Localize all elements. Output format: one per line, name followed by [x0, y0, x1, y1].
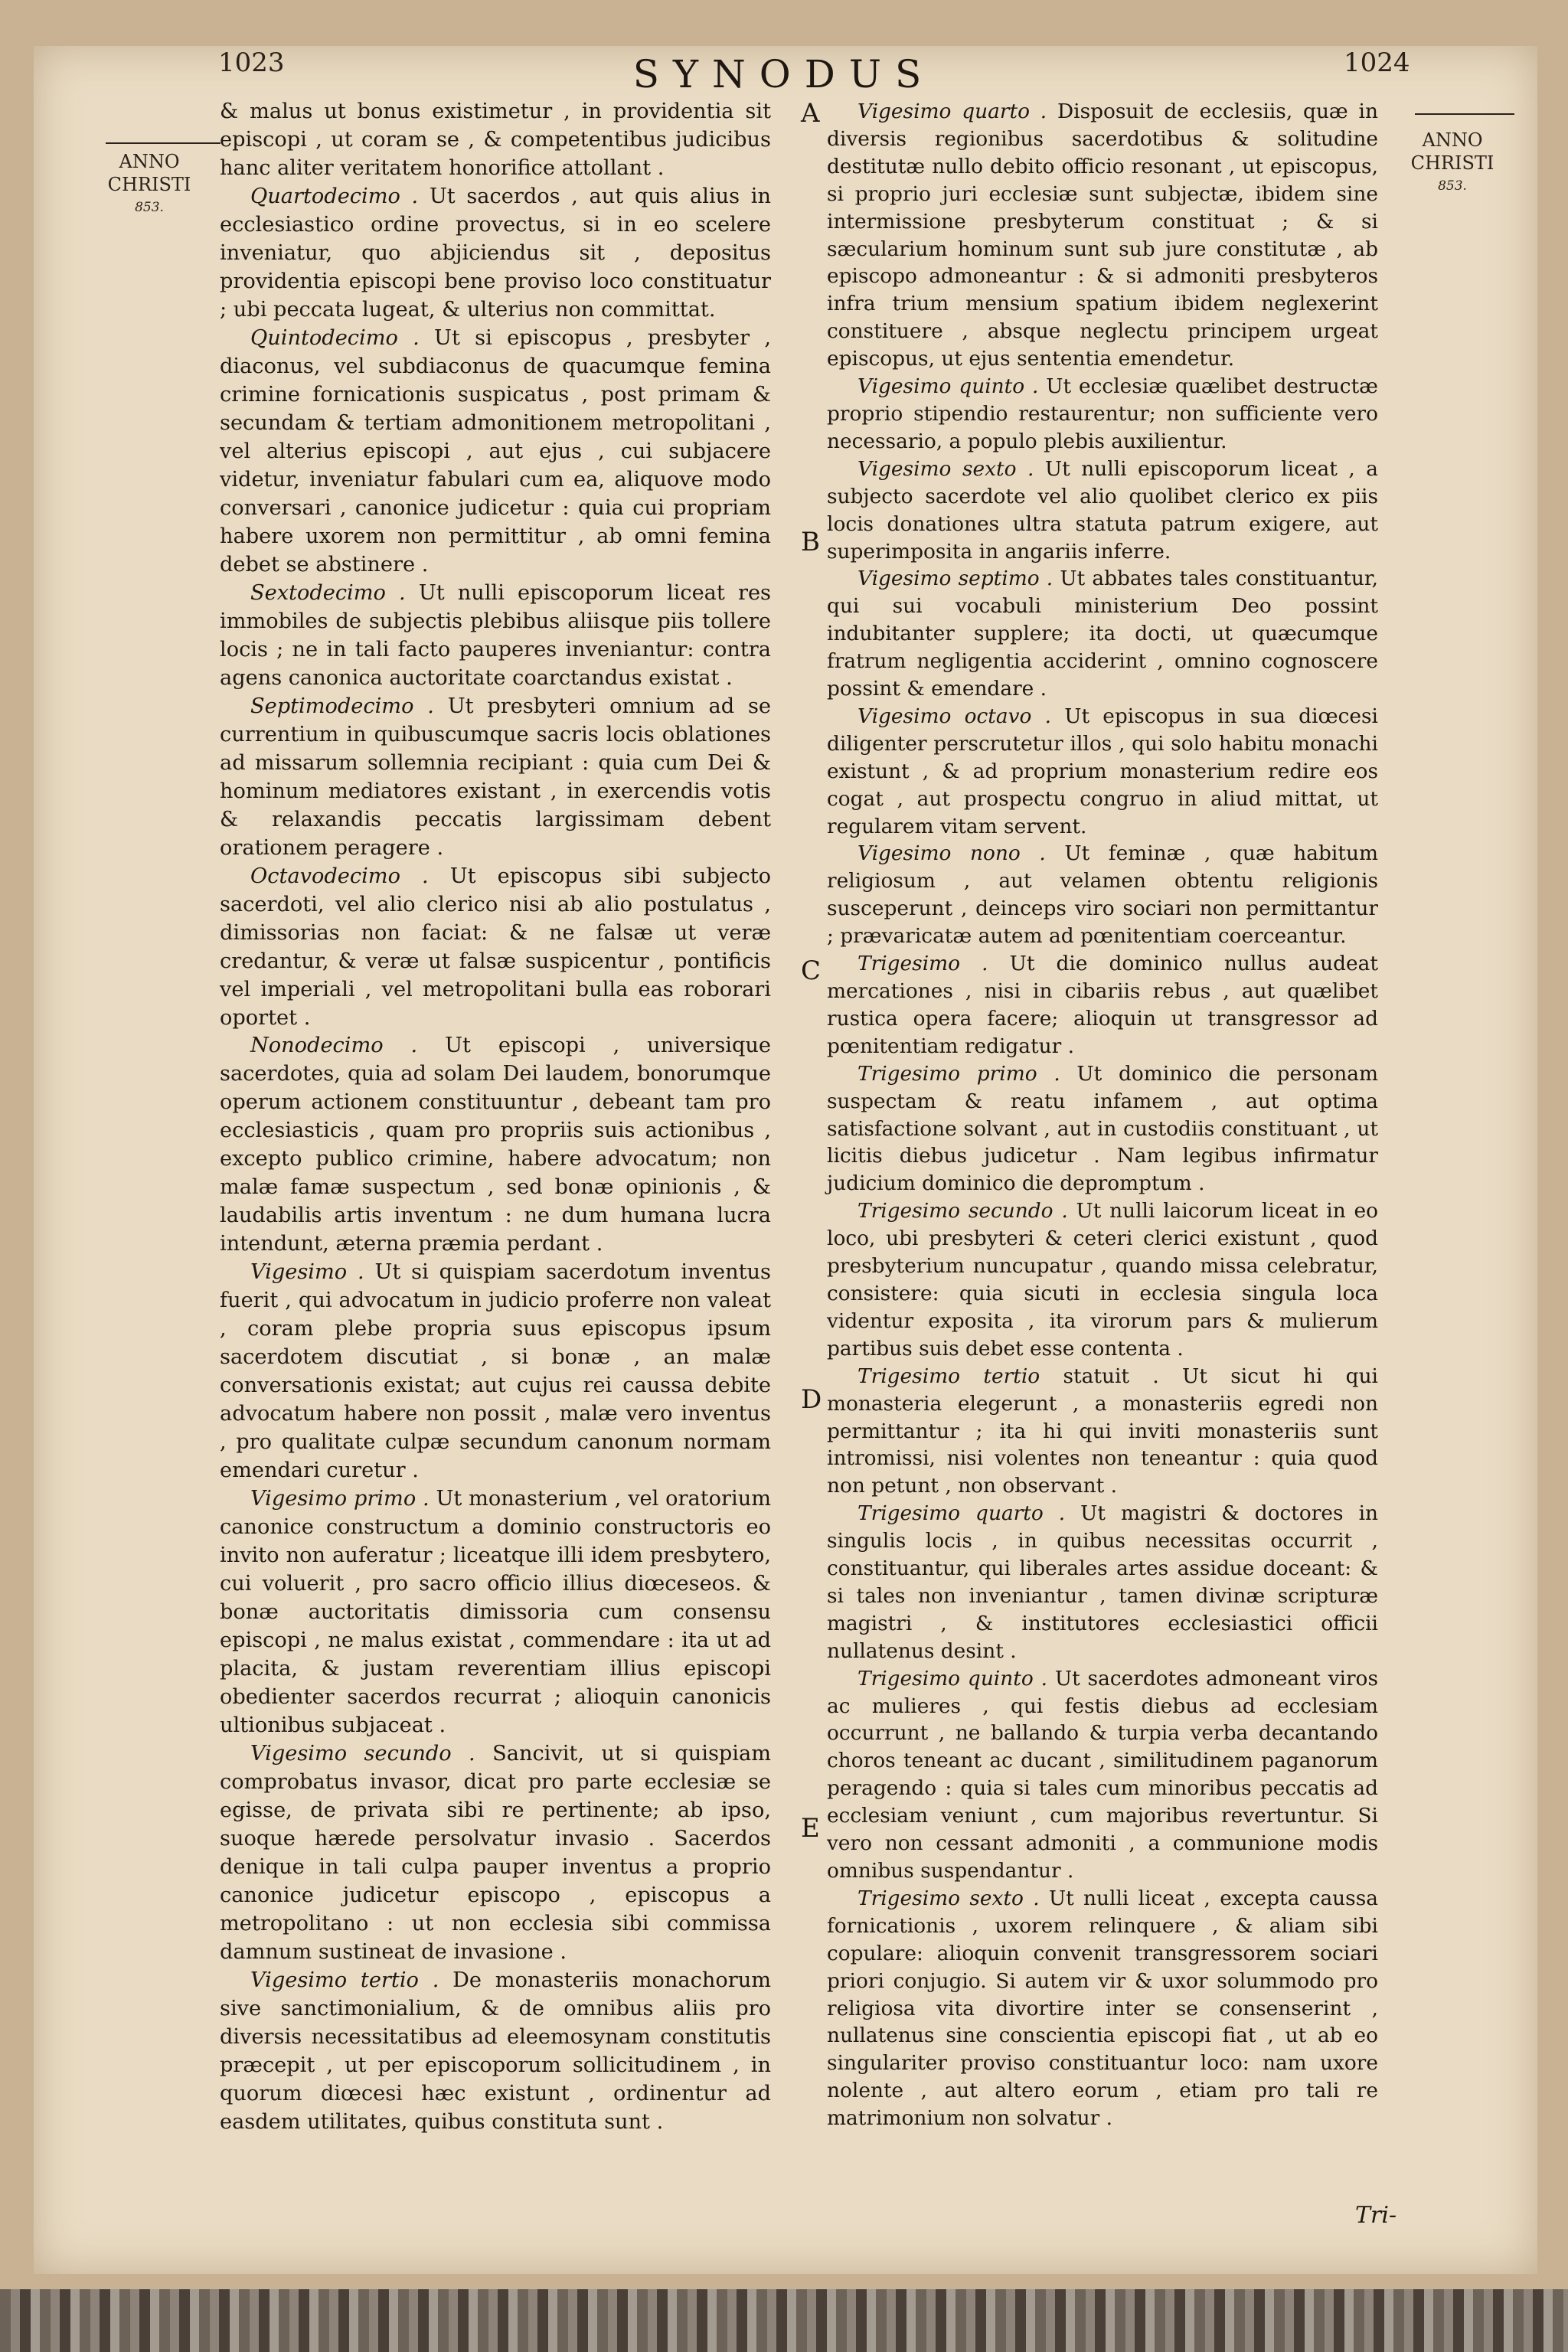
- canon-text: Ut magistri & doctores in singulis locis , in quibus necessitas occurrit , constituantur, qui liberales artes assidue doceant: & si tales non inveniantur , tamen divinæ scripturæ magistri , & institutores ecclesiastici officii nullatenus desint .: [827, 1501, 1379, 1663]
- page-number-right: 1024: [1344, 47, 1410, 78]
- page-number-left: 1023: [218, 47, 285, 78]
- canon-paragraph: [220, 1032, 771, 1259]
- right-column: [827, 98, 1378, 2132]
- canon-paragraph: [827, 98, 1378, 373]
- margin-rule-right: [1415, 113, 1514, 115]
- margin-rule-left: [106, 142, 220, 144]
- canon-text: Ut episcopus in sua diœcesi diligenter perscrutetur illos , qui solo habitu monachi existunt , & ad proprium monasterium redire eos cogat , aut prospectu congruo in aliud mittat, ut regularem vitam servent.: [827, 704, 1378, 838]
- canon-text: Ut episcopus sibi subjecto sacerdoti, vel alio clerico nisi ab alio postulatus , dimissorias non faciat: & ne falsæ ut veræ credantur, & veræ ut falsæ suspicentur , pontificis vel imperiali , vel metropolitani bulla eas roborari oportet .: [220, 864, 771, 1030]
- canon-heading: Trigesimo primo .: [858, 1061, 1060, 1086]
- canon-paragraph: [827, 950, 1378, 1060]
- section-letter-a: A: [801, 98, 820, 129]
- canon-text: Ut nulli liceat , excepta caussa fornicationis , uxorem relinquere , & aliam sibi copulare: alioquin convenit transgressorem sociari priori conjugio. Si autem vir & uxor solummodo pro religiosa vita divortire inter se consenserint , nullatenus sine conscientia episcopi fiat , ut ab eo singulariter proviso constituantur loco: nam uxore nolente , aut altero eorum , etiam pro tali re matrimonium non solvatur .: [827, 1886, 1378, 2131]
- canon-text: Ut feminæ , quæ habitum religiosum , aut velamen obtentu religionis susceperunt , deinceps viro sociari non permittantur ; prævaricatæ autem ad pœnitentiam coerceantur.: [827, 841, 1378, 949]
- canon-heading: Vigesimo sexto .: [858, 456, 1034, 481]
- canon-heading: Trigesimo sexto .: [858, 1886, 1040, 1910]
- canon-text: Ut ecclesiæ quælibet destructæ proprio stipendio restaurentur; non sufficiente vero necessario, a populo plebis auxilientur.: [827, 374, 1378, 453]
- canon-text: Ut sacerdotes admoneant viros ac mulieres , qui festis diebus ad ecclesiam occurrunt , ne ballando & turpia verba decantando choros teneant ac ducant , similitudinem paganorum peragendo : quia si tales cum minoribus peccatis ad ecclesiam veniunt , cum majoribus revertuntur. Si vero non cessant admoniti , a communione modis omnibus suspendantur .: [827, 1666, 1378, 1883]
- canon-paragraph: [220, 1967, 771, 2137]
- canon-text: Ut nulli episcoporum liceat res immobiles de subjectis plebibus aliisque piis tollere locis ; ne in tali facto pauperes inveniantur: contra agens canonica auctoritate coarctandus existat .: [220, 580, 771, 690]
- canon-paragraph: [220, 693, 771, 863]
- canon-text: Ut die dominico nullus audeat mercationes , nisi in cibariis rebus , aut quælibet rustica opera facere; alioquin ut transgressor ad pœnitentiam redigatur .: [827, 952, 1378, 1058]
- canon-paragraph: [827, 565, 1378, 703]
- margin-year: 853.: [135, 200, 164, 215]
- canon-heading: Vigesimo .: [250, 1260, 364, 1285]
- section-letter-e: E: [801, 1813, 820, 1844]
- canon-text: Ut abbates tales constituantur, qui sui vocabuli ministerium Deo possint indubitanter supplere; ita docti, ut quæcumque fratrum negligentia acciderint , omnino cognoscere possint & emendare .: [827, 567, 1378, 701]
- margin-note-left: [107, 150, 191, 219]
- canon-heading: Vigesimo secundo .: [250, 1742, 475, 1766]
- canon-heading: Nonodecimo .: [250, 1034, 418, 1058]
- canon-paragraph: [827, 1060, 1378, 1198]
- canon-paragraph: [827, 1665, 1378, 1885]
- textile-edge: [0, 2289, 1568, 2352]
- margin-anno: ANNO: [119, 151, 180, 172]
- canon-paragraph: [220, 1740, 771, 1967]
- running-title: SYNODUS: [632, 52, 936, 96]
- left-column: [220, 98, 771, 2137]
- margin-year: 853.: [1438, 178, 1467, 194]
- canon-heading: Vigesimo tertio .: [250, 1968, 439, 1992]
- paragraph: & malus ut bonus existimetur , in providentia sit episcopi , ut coram se , & competentibus judicibus hanc aliter veritatem honorifice attollant .: [220, 100, 771, 180]
- canon-heading: Vigesimo nono .: [858, 841, 1046, 866]
- canon-paragraph: [827, 1197, 1378, 1362]
- margin-note-right: [1410, 129, 1494, 198]
- canon-heading: Trigesimo .: [858, 952, 988, 976]
- canon-heading: Vigesimo primo .: [250, 1487, 430, 1511]
- margin-christi: CHRISTI: [107, 174, 191, 195]
- canon-paragraph: [827, 1363, 1378, 1501]
- margin-anno: ANNO: [1422, 129, 1483, 151]
- canon-paragraph: [827, 703, 1378, 841]
- canon-heading: Sextodecimo .: [250, 580, 406, 605]
- catchword: Tri-: [1355, 2202, 1397, 2229]
- canon-text: Sancivit, ut si quispiam comprobatus invasor, dicat pro parte ecclesiæ se egisse, de privata sibi re pertinente; ab ipso, suoque hærede persolvatur invasio . Sacerdos denique in tali culpa pauper inventus a proprio canonice judicetur episcopo , episcopus a metropolitano : ut non ecclesia sibi commissa damnum sustineat de invasione .: [220, 1742, 771, 1964]
- canon-heading: Vigesimo octavo .: [858, 704, 1052, 728]
- canon-text: Ut episcopi , universique sacerdotes, quia ad solam Dei laudem, bonorumque operum actionem constituuntur , debeant tam pro ecclesiasticis , quam pro propriis suis actionibus , excepto publico crimine, habere advocatum; non malæ famæ suspectum , sed bonæ opinionis , & laudabilis artis inventum : ne dum humana lucra intendunt, æterna præmia perdant .: [220, 1034, 771, 1256]
- canon-heading: Trigesimo tertio: [858, 1364, 1040, 1388]
- canon-text: Ut nulli episcoporum liceat , a subjecto sacerdote vel alio quolibet clerico ex piis locis donationes ultra statuta patrum exigere, aut superimposita in angariis inferre.: [827, 456, 1378, 564]
- canon-text: Ut dominico die personam suspectam & reatu infamem , aut optima satisfactione solvant , aut in custodiis constituant , ut licitis diebus judicetur . Nam legibus infirmatur judicium dominico die depromptum .: [827, 1061, 1378, 1196]
- canon-paragraph: [220, 863, 771, 1033]
- canon-paragraph: [827, 373, 1378, 456]
- canon-paragraph: [220, 1259, 771, 1485]
- canon-heading: Septimodecimo .: [250, 694, 434, 718]
- canon-text: De monasteriis monachorum sive sanctimonialium, & de omnibus aliis pro diversis necessitatibus ad eleemosynam constitutis præcepit , ut per episcoporum sollicitudinem , in quorum diœcesi hæc existunt , ordinentur ad easdem utilitates, quibus constituta sunt .: [220, 1968, 771, 2134]
- canon-heading: Trigesimo secundo .: [858, 1199, 1068, 1223]
- canon-heading: Vigesimo septimo .: [858, 567, 1054, 591]
- canon-text: Ut nulli laicorum liceat in eo loco, ubi presbyteri & ceteri clerici existunt , quod presbyterium nuncupatur , quando missa celebratur, consistere: quia sicuti in ecclesia singula loca videntur exposita , ita virorum pars & mulierum partibus suis debet esse contenta .: [827, 1199, 1378, 1361]
- section-letter-d: D: [801, 1384, 822, 1415]
- canon-text: Disposuit de ecclesiis, quæ in diversis regionibus sacerdotibus & solitudine destitutæ nullo debito officio resonant , ut episcopus, si proprio juri ecclesiæ sunt subjectæ, ibidem sine intermissione presbyterum constituat ; & si sæcularium hominum sunt sub jure constitutæ , ab episcopo admoneantur : & si admoniti presbyteros infra trium mensium spatium ibidem neglexerint constituere , absque neglectu principem urgeat episcopus, ut ejus sententia emendetur.: [827, 100, 1378, 371]
- canon-paragraph: [220, 580, 771, 693]
- canon-heading: Octavodecimo .: [250, 864, 429, 888]
- canon-heading: Trigesimo quarto .: [858, 1501, 1066, 1526]
- canon-paragraph: [220, 183, 771, 325]
- canon-paragraph: [827, 1500, 1378, 1664]
- canon-paragraph: [827, 1885, 1378, 2132]
- canon-heading: Vigesimo quarto .: [858, 100, 1047, 123]
- canon-paragraph: [827, 456, 1378, 566]
- canon-text: Ut si episcopus , presbyter , diaconus, vel subdiaconus de quacumque femina crimine fornicationis suspicatus , post primam & secundam & tertiam admonitionem metropolitani , vel alterius episcopi , aut ejus , cui subjacere videtur, inveniatur fabulari cum ea, aliquove modo conversari , canonice judicetur : quia cui propriam habere uxorem non permittitur , ab omni femina debet se abstinere .: [220, 325, 771, 577]
- section-letter-c: C: [801, 956, 822, 986]
- canon-heading: Quartodecimo .: [250, 184, 419, 208]
- canon-text: statuit . Ut sicut hi qui monasteria elegerunt , a monasteriis egredi non permittantur ; ita hi qui inviti monasteriis sunt intromissi, nisi volentes non teneantur : quia quod non petunt , non observant .: [827, 1364, 1379, 1498]
- canon-text: Ut presbyteri omnium ad se currentium in quibuscumque sacris locis oblationes ad missarum sollemnia recipiant : quia cum Dei & hominum mediatores existant , in exercendis votis & relaxandis peccatis largissimam debent orationem peragere .: [220, 694, 771, 860]
- canon-text: Ut si quispiam sacerdotum inventus fuerit , qui advocatum in judicio proferre non valeat , coram plebe propria suus episcopus ipsum sacerdotem discutiat , si bonæ , an malæ conversationis existat; aut cujus rei caussa debite advocatum habere non possit , malæ vero inventus , pro qualitate culpæ secundum canonum normam emendari curetur .: [220, 1260, 771, 1483]
- canon-paragraph: [220, 325, 771, 580]
- margin-christi: CHRISTI: [1410, 152, 1494, 174]
- canon-paragraph: [827, 840, 1378, 950]
- canon-text: Ut monasterium , vel oratorium canonice constructum a dominio constructoris eo invito non auferatur ; liceatque illi idem presbytero, cui voluerit , pro sacro officio illius diœceseos. & bonæ auctoritatis dimissoria cum consensu episcopi , ne malus existat , commendare : ita ut ad placita, & justam reverentiam illius episcopi obedienter sacerdos recurrat ; alioquin canonicis ultionibus subjaceat .: [220, 1487, 771, 1738]
- canon-heading: Quintodecimo .: [250, 325, 420, 350]
- section-letter-b: B: [801, 527, 820, 557]
- canon-paragraph: [220, 1485, 771, 1740]
- canon-heading: Trigesimo quinto .: [858, 1666, 1047, 1690]
- canon-text: Ut sacerdos , aut quis alius in ecclesiastico ordine provectus, si in eo scelere inveniatur, quo abjiciendus sit , depositus providentia episcopi bene proviso loco constituatur ; ubi peccata lugeat, & ulterius non committat.: [220, 184, 771, 322]
- canon-heading: Vigesimo quinto .: [858, 374, 1039, 399]
